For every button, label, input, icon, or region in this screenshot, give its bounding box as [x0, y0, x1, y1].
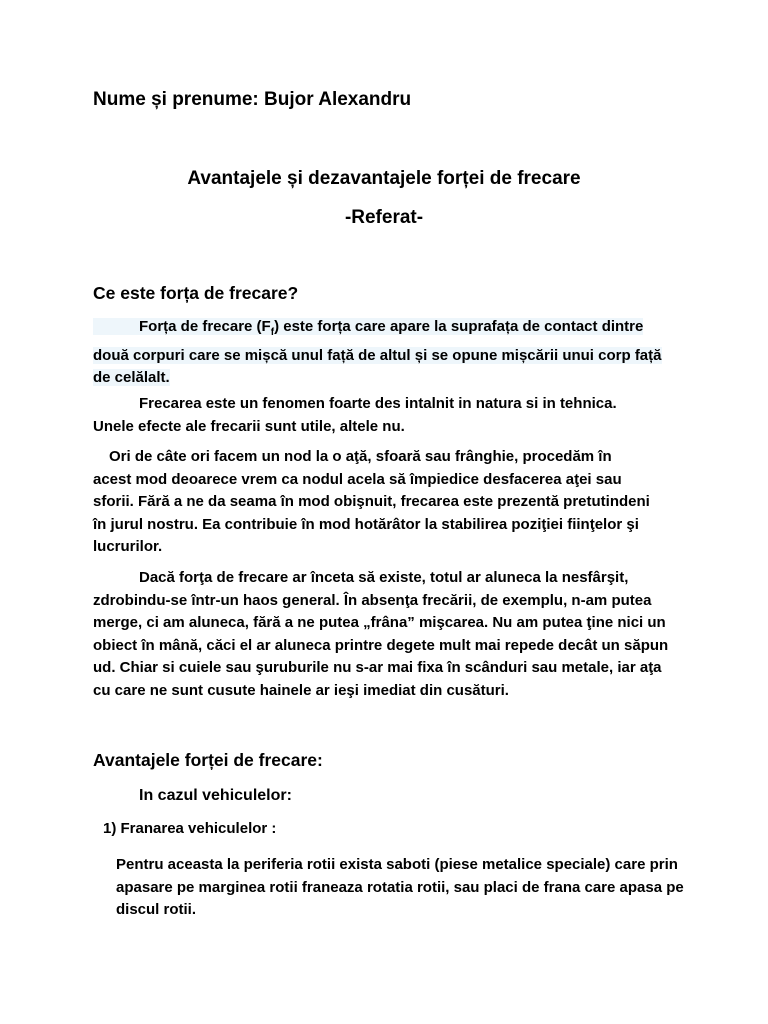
section-heading-advantages: Avantajele forței de frecare: [93, 750, 323, 770]
paragraph-definition [93, 316, 675, 390]
author-line: Nume și prenume: Bujor Alexandru [93, 89, 412, 110]
document-title: Avantajele și dezavantajele forței de frecare [187, 168, 581, 189]
paragraph-phenomenon: Frecarea este un fenomen foarte des intalnit in natura si in tehnica. Unele efecte ale frecarii sunt utile, altele nu. [93, 395, 617, 435]
paragraph-knot: Ori de câte ori facem un nod la o aţă, sfoară sau frânghie, procedăm în acest mod deoarece vrem ca nodul acela să împiedice desfacerea aţei sau sforii. Fără a ne da seama în mod obişnuit, frecarea este prezentă pretutindeni în jurul nostru. Ea contribuie în mod hotărâtor la stabilirea poziţiei fiinţelor şi lucrurilor. [93, 448, 650, 556]
paragraph-no-friction: Dacă forţa de frecare ar înceta să existe, totul ar aluneca la nesfârşit, zdrobindu-se într-un haos general. În absenţa frecării, de exemplu, n-am putea merge, ci am aluneca, fără a ne putea „frâna” mişcarea. Nu am putea ţine nici un obiect în mână, căci el ar aluneca printre degete mult mai repede decât un săpun ud. Chiar si cuiele sau şuruburile nu s-ar mai fixa în scânduri sau metale, iar aţa cu care ne sunt cusute hainele ar ieşi imediat din cusături. [93, 569, 669, 699]
paragraph-brakes: Pentru aceasta la periferia rotii exista saboti (piese metalice speciale) care prin apasare pe marginea rotii franeaza rotatia rotii, sau placi de frana care apasa pe discul rotii. [116, 856, 684, 919]
document-subtitle: -Referat- [344, 207, 424, 228]
subsection-vehicles: In cazul vehiculelor: [139, 787, 292, 804]
list-item-braking: 1) Franarea vehiculelor : [103, 820, 277, 837]
highlighted-definition: Forța de frecare $(F_f)$ este forța care apare la suprafața de contact dintre două corpuri care se mișcă unul față de altul și se opune mișcării unui corp față de celălalt. [93, 318, 662, 387]
section-heading-what-is-friction: Ce este forța de frecare? [93, 283, 299, 303]
